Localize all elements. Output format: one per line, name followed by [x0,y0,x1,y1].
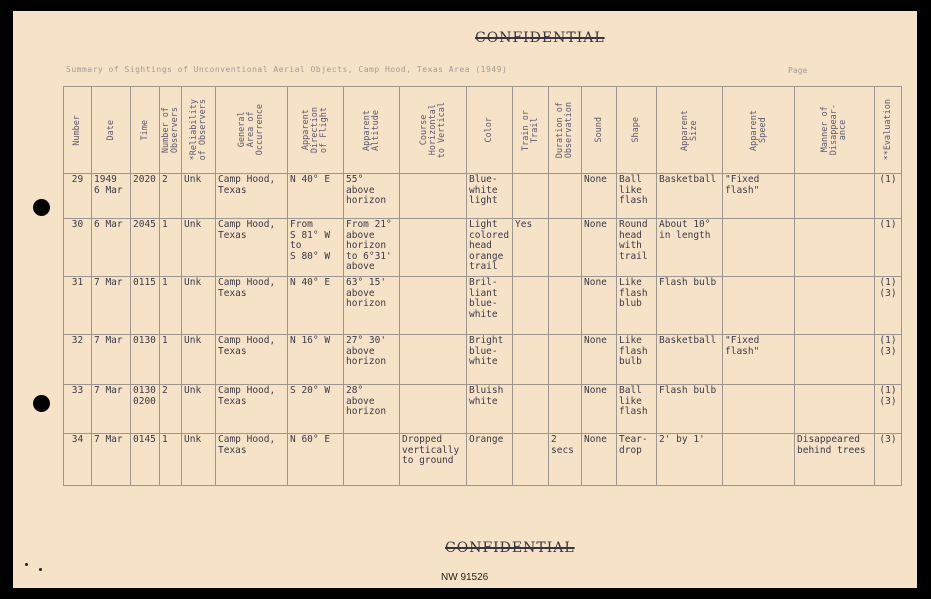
cell-shape: Ball like flash [617,385,657,434]
cell-evaluation: (1) (3) [875,335,902,385]
cell-duration [549,174,582,219]
cell-num: 33 [64,385,92,434]
col-course: Course Horizontal to Vertical [400,87,467,174]
cell-altitude: From 21° above horizon to 6°31' above [344,219,400,277]
cell-observers: 2 [160,385,182,434]
cell-sound: None [582,277,617,335]
cell-direction: N 40° E [288,277,344,335]
cell-color: Orange [467,434,513,486]
cell-sound: None [582,385,617,434]
table-row [64,434,902,486]
cell-trail [513,385,549,434]
cell-color: Bright blue- white [467,335,513,385]
cell-reliability: Unk [182,335,216,385]
cell-shape: Like flash blub [617,277,657,335]
cell-time: 0115 [131,277,160,335]
col-color: Color [467,87,513,174]
table-row [64,277,902,335]
cell-num: 31 [64,277,92,335]
cell-disappearance [795,277,875,335]
punch-hole-top [33,199,50,216]
confidential-stamp-bottom: CONFIDENTIAL [445,540,575,556]
cell-time: 0145 [131,434,160,486]
col-trail: Train or Trail [513,87,549,174]
cell-course [400,219,467,277]
cell-trail: Yes [513,219,549,277]
cell-direction: N 60° E [288,434,344,486]
cell-speed [723,219,795,277]
cell-course [400,277,467,335]
archive-number: NW 91526 [441,572,489,583]
cell-course [400,335,467,385]
page-label: Page [788,66,808,75]
cell-speed [723,277,795,335]
cell-shape: Like flash bulb [617,335,657,385]
cell-time: 2045 [131,219,160,277]
cell-date: 7 Mar [92,434,131,486]
cell-shape: Round head with trail [617,219,657,277]
cell-num: 30 [64,219,92,277]
cell-disappearance [795,219,875,277]
cell-num: 29 [64,174,92,219]
cell-observers: 1 [160,277,182,335]
col-observers: Number of Observers [160,87,182,174]
col-time: Time [131,87,160,174]
col-number: Number [64,87,92,174]
cell-course: Dropped vertically to ground [400,434,467,486]
cell-speed [723,385,795,434]
cell-shape: Tear- drop [617,434,657,486]
cell-duration [549,219,582,277]
cell-observers: 2 [160,174,182,219]
cell-evaluation: (1) [875,219,902,277]
cell-direction: S 20° W [288,385,344,434]
table-row [64,335,902,385]
cell-observers: 1 [160,335,182,385]
cell-reliability: Unk [182,434,216,486]
cell-duration [549,385,582,434]
cell-area: Camp Hood, Texas [216,335,288,385]
cell-date: 7 Mar [92,335,131,385]
cell-num: 34 [64,434,92,486]
cell-evaluation: (1) (3) [875,277,902,335]
cell-size: Basketball [657,174,723,219]
cell-evaluation: (1) [875,174,902,219]
col-reliability: *Reliability of Observers [182,87,216,174]
cell-evaluation: (3) [875,434,902,486]
cell-direction: N 40° E [288,174,344,219]
confidential-stamp-top: CONFIDENTIAL [475,30,605,46]
cell-date: 7 Mar [92,277,131,335]
cell-trail [513,174,549,219]
cell-sound: None [582,174,617,219]
sightings-table [63,86,902,486]
cell-size: 2' by 1' [657,434,723,486]
cell-area: Camp Hood, Texas [216,174,288,219]
col-area: General Area of Occurrence [216,87,288,174]
cell-disappearance [795,335,875,385]
cell-evaluation: (1) (3) [875,385,902,434]
cell-sound: None [582,434,617,486]
cell-reliability: Unk [182,219,216,277]
cell-time: 0130 0200 [131,385,160,434]
cell-reliability: Unk [182,174,216,219]
cell-size: Basketball [657,335,723,385]
cell-observers: 1 [160,219,182,277]
cell-altitude: 27° 30' above horizon [344,335,400,385]
col-duration: Duration of Observation [549,87,582,174]
cell-duration [549,277,582,335]
col-disappearance: Manner of Disappear- ance [795,87,875,174]
cell-color: Bril- liant blue- white [467,277,513,335]
cell-date: 7 Mar [92,385,131,434]
col-size: Apparent Size [657,87,723,174]
cell-altitude: 28° above horizon [344,385,400,434]
cell-sound: None [582,219,617,277]
col-shape: Shape [617,87,657,174]
cell-trail [513,434,549,486]
cell-duration: 2 secs [549,434,582,486]
cell-duration [549,335,582,385]
cell-num: 32 [64,335,92,385]
cell-altitude [344,434,400,486]
header-row [64,87,902,174]
cell-size: Flash bulb [657,385,723,434]
cell-area: Camp Hood, Texas [216,434,288,486]
cell-area: Camp Hood, Texas [216,385,288,434]
cell-direction: N 16° W [288,335,344,385]
cell-size: Flash bulb [657,277,723,335]
cell-color: Blue- white light [467,174,513,219]
col-direction: Apparent Direction of Flight [288,87,344,174]
cell-color: Light colored head orange trail [467,219,513,277]
cell-speed: "Fixed flash" [723,174,795,219]
cell-time: 2020 [131,174,160,219]
cell-reliability: Unk [182,277,216,335]
cell-course [400,174,467,219]
table-row [64,174,902,219]
cell-date: 1949 6 Mar [92,174,131,219]
speck-mark [39,568,42,571]
cell-trail [513,277,549,335]
cell-trail [513,335,549,385]
punch-hole-bottom [33,395,50,412]
cell-time: 0130 [131,335,160,385]
col-date: Date [92,87,131,174]
cell-disappearance [795,174,875,219]
col-speed: Apparent Speed [723,87,795,174]
cell-course [400,385,467,434]
cell-speed: "Fixed flash" [723,335,795,385]
cell-observers: 1 [160,434,182,486]
col-evaluation: **Evaluation [875,87,902,174]
cell-disappearance: Disappeared behind trees [795,434,875,486]
cell-color: Bluish white [467,385,513,434]
cell-reliability: Unk [182,385,216,434]
cell-date: 6 Mar [92,219,131,277]
table-row [64,219,902,277]
document-page [13,11,917,588]
col-sound: Sound [582,87,617,174]
cell-altitude: 63° 15' above horizon [344,277,400,335]
summary-title: Summary of Sightings of Unconventional Aerial Objects, Camp Hood, Texas Area (1949) [66,65,508,74]
col-altitude: Apparent Altitude [344,87,400,174]
cell-area: Camp Hood, Texas [216,219,288,277]
cell-sound: None [582,335,617,385]
cell-size: About 10° in length [657,219,723,277]
cell-shape: Ball like flash [617,174,657,219]
cell-direction: From S 81° W to S 80° W [288,219,344,277]
cell-altitude: 55° above horizon [344,174,400,219]
cell-disappearance [795,385,875,434]
cell-area: Camp Hood, Texas [216,277,288,335]
table-row [64,385,902,434]
cell-speed [723,434,795,486]
speck-mark [25,563,28,566]
